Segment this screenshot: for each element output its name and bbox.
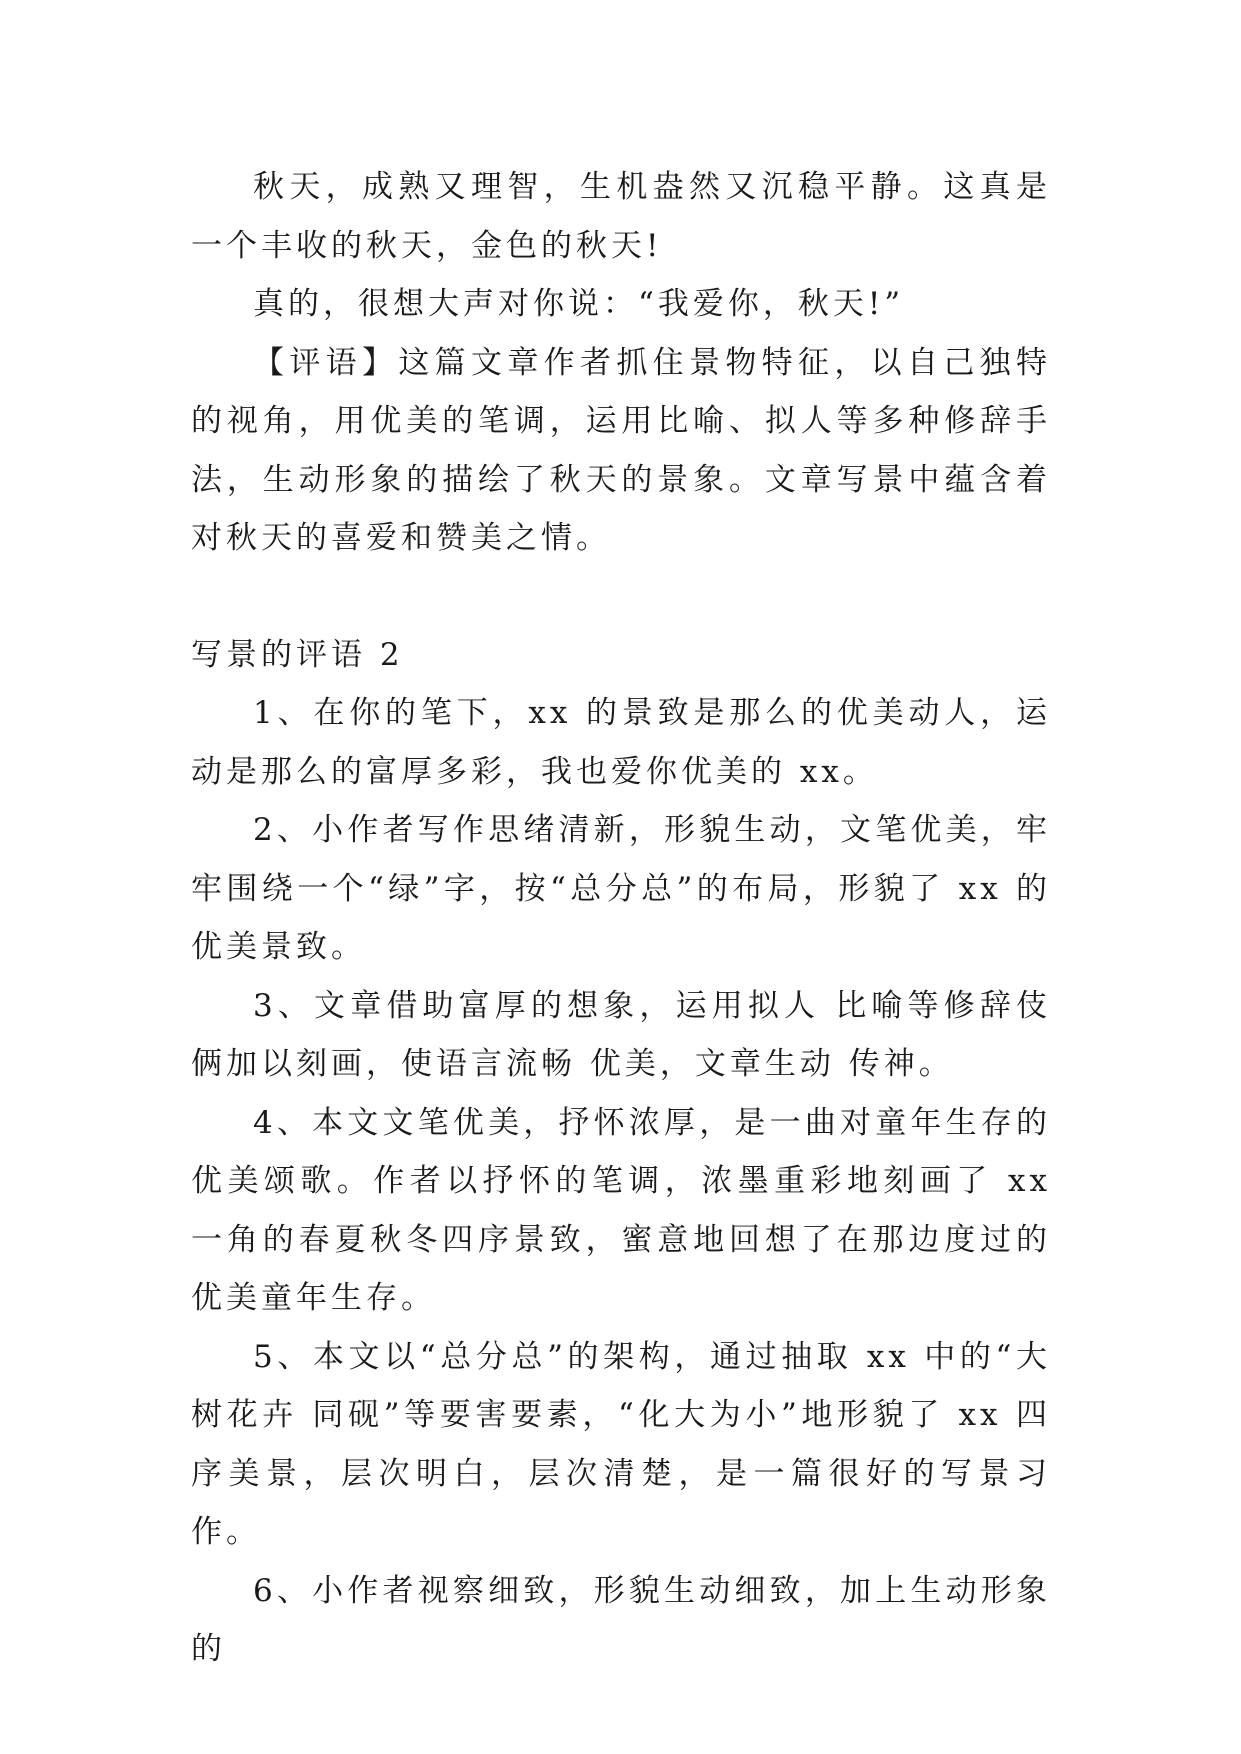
- list-item: 1、在你的笔下，xx 的景致是那么的优美动人，运动是那么的富厚多彩，我也爱你优美的 xx。: [191, 695, 1051, 790]
- list-item: 4、本文文笔优美，抒怀浓厚，是一曲对童年生存的优美颂歌。作者以抒怀的笔调，浓墨重彩地刻画了 xx 一角的春夏秋冬四序景致，蜜意地回想了在那边度过的优美童年生存。: [191, 1104, 1051, 1316]
- document-body: [191, 158, 1051, 1679]
- paragraph-love-autumn: 真的，很想大声对你说：“我爱你，秋天!”: [253, 286, 905, 322]
- list-item: 6、小作者视察细致，形貌生动细致，加上生动形象的: [191, 1572, 1051, 1667]
- section-heading: 写景的评语 2: [191, 636, 404, 673]
- list-item: 3、文章借助富厚的想象，运用拟人 比喻等修辞伎俩加以刻画，使语言流畅 优美，文章生动 传神。: [191, 987, 1051, 1082]
- list-item: 2、小作者写作思绪清新，形貌生动，文笔优美，牢牢围绕一个“绿”字，按“总分总”的布局，形貌了 xx 的优美景致。: [191, 812, 1051, 965]
- paragraph-comment: 【评语】这篇文章作者抓住景物特征，以自己独特的视角，用优美的笔调，运用比喻、拟人等多种修辞手法，生动形象的描绘了秋天的景象。文章写景中蕴含着对秋天的喜爱和赞美之情。: [191, 344, 1051, 556]
- paragraph-autumn-summary: 秋天，成熟又理智，生机盎然又沉稳平静。这真是一个丰收的秋天，金色的秋天!: [191, 169, 1051, 264]
- list-item: 5、本文以“总分总”的架构，通过抽取 xx 中的“大树花卉 同砚”等要害要素，“化大为小”地形貌了 xx 四序美景，层次明白，层次清楚，是一篇很好的写景习作。: [191, 1338, 1051, 1550]
